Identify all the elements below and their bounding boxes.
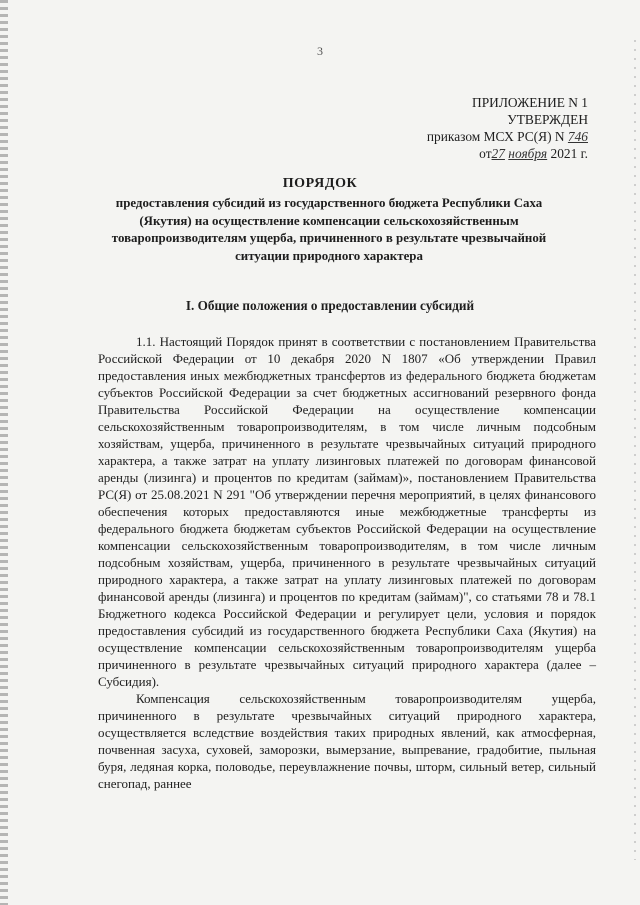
order-line <box>427 128 588 145</box>
section-heading: I. Общие положения о предоставлении субсидий <box>185 298 475 313</box>
scan-edge-marks <box>634 40 636 860</box>
approval-block <box>427 94 588 162</box>
document-subtitle: предоставления субсидий из государственного бюджета Республики Саха (Якутия) на осуществление компенсации сельскохозяйственным товаропроизводителям ущерба, причиненного в результате чрезвычайной ситуации природного характера <box>111 196 547 263</box>
date-line <box>427 145 588 162</box>
date-year: 2021 г. <box>550 146 588 161</box>
date-day-handwritten: 27 <box>491 146 505 161</box>
paragraph-compensation: Компенсация сельскохозяйственным товаропроизводителям ущерба, причиненного в результате чрезвычайных ситуаций природного характера, осуществляется вследствие воздействия таких природных явлений, как атмосферная, почвенная засуха, суховей, заморозки, вымерзание, выпревание, градобитие, пыльная буря, ледяная корка, половодье, переувлажнение почвы, шторм, сильный ветер, сильный снегопад, раннее <box>98 691 596 791</box>
document-title: ПОРЯДОК <box>282 176 358 191</box>
date-month-handwritten: ноября <box>508 146 548 161</box>
body-text <box>98 333 596 792</box>
paragraph-1-1: 1.1. Настоящий Порядок принят в соответствии с постановлением Правительства Российской Федерации от 10 декабря 2020 N 1807 «Об утверждении Правил предоставления иных межбюджетных трансфертов из федерального бюджета бюджетам субъектов Российской Федерации за счет бюджетных ассигнований резервного фонда Правительства Российской Федерации на осуществление компенсации сельскохозяйственным товаропроизводителям, в том числе личным подсобным хозяйствам, ущерба, причиненного в результате чрезвычайных ситуаций природного характера, а также затрат на уплату лизинговых платежей по договорам финансовой аренды (лизинга) и процентов по кредитам (займам)», постановлением Правительства РС(Я) от 25.08.2021 N 291 "Об утверждении перечня мероприятий, в целях финансового обеспечения которых предоставляются иные межбюджетные трансферты из федерального бюджета бюджетам субъектов Российской Федерации на осуществление компенсации сельскохозяйственным товаропроизводителям, в том числе личным подсобным хозяйствам, ущерба, причиненного в результате чрезвычайных ситуаций природного характера, а также затрат на уплату лизинговых платежей по договорам финансовой аренды (лизинга) и процентов по кредитам (займам)", со статьями 78 и 78.1 Бюджетного кодекса Российской Федерации и регулирует цели, условия и порядок предоставления субсидий из государственного бюджета Республики Саха (Якутия) на осуществление компенсации сельскохозяйственным товаропроизводителям ущерба причиненного в результате чрезвычайных ситуаций природного характера (далее – Субсидия). <box>98 334 596 689</box>
order-number-handwritten: 746 <box>567 129 588 144</box>
approved-label: УТВЕРЖДЕН <box>507 112 588 127</box>
page-number: 3 <box>317 44 323 58</box>
date-prefix: от <box>479 146 492 161</box>
appendix-label: ПРИЛОЖЕНИЕ N 1 <box>472 95 588 110</box>
binding-edge <box>0 0 8 905</box>
order-prefix: приказом МСХ РС(Я) N <box>426 129 565 144</box>
